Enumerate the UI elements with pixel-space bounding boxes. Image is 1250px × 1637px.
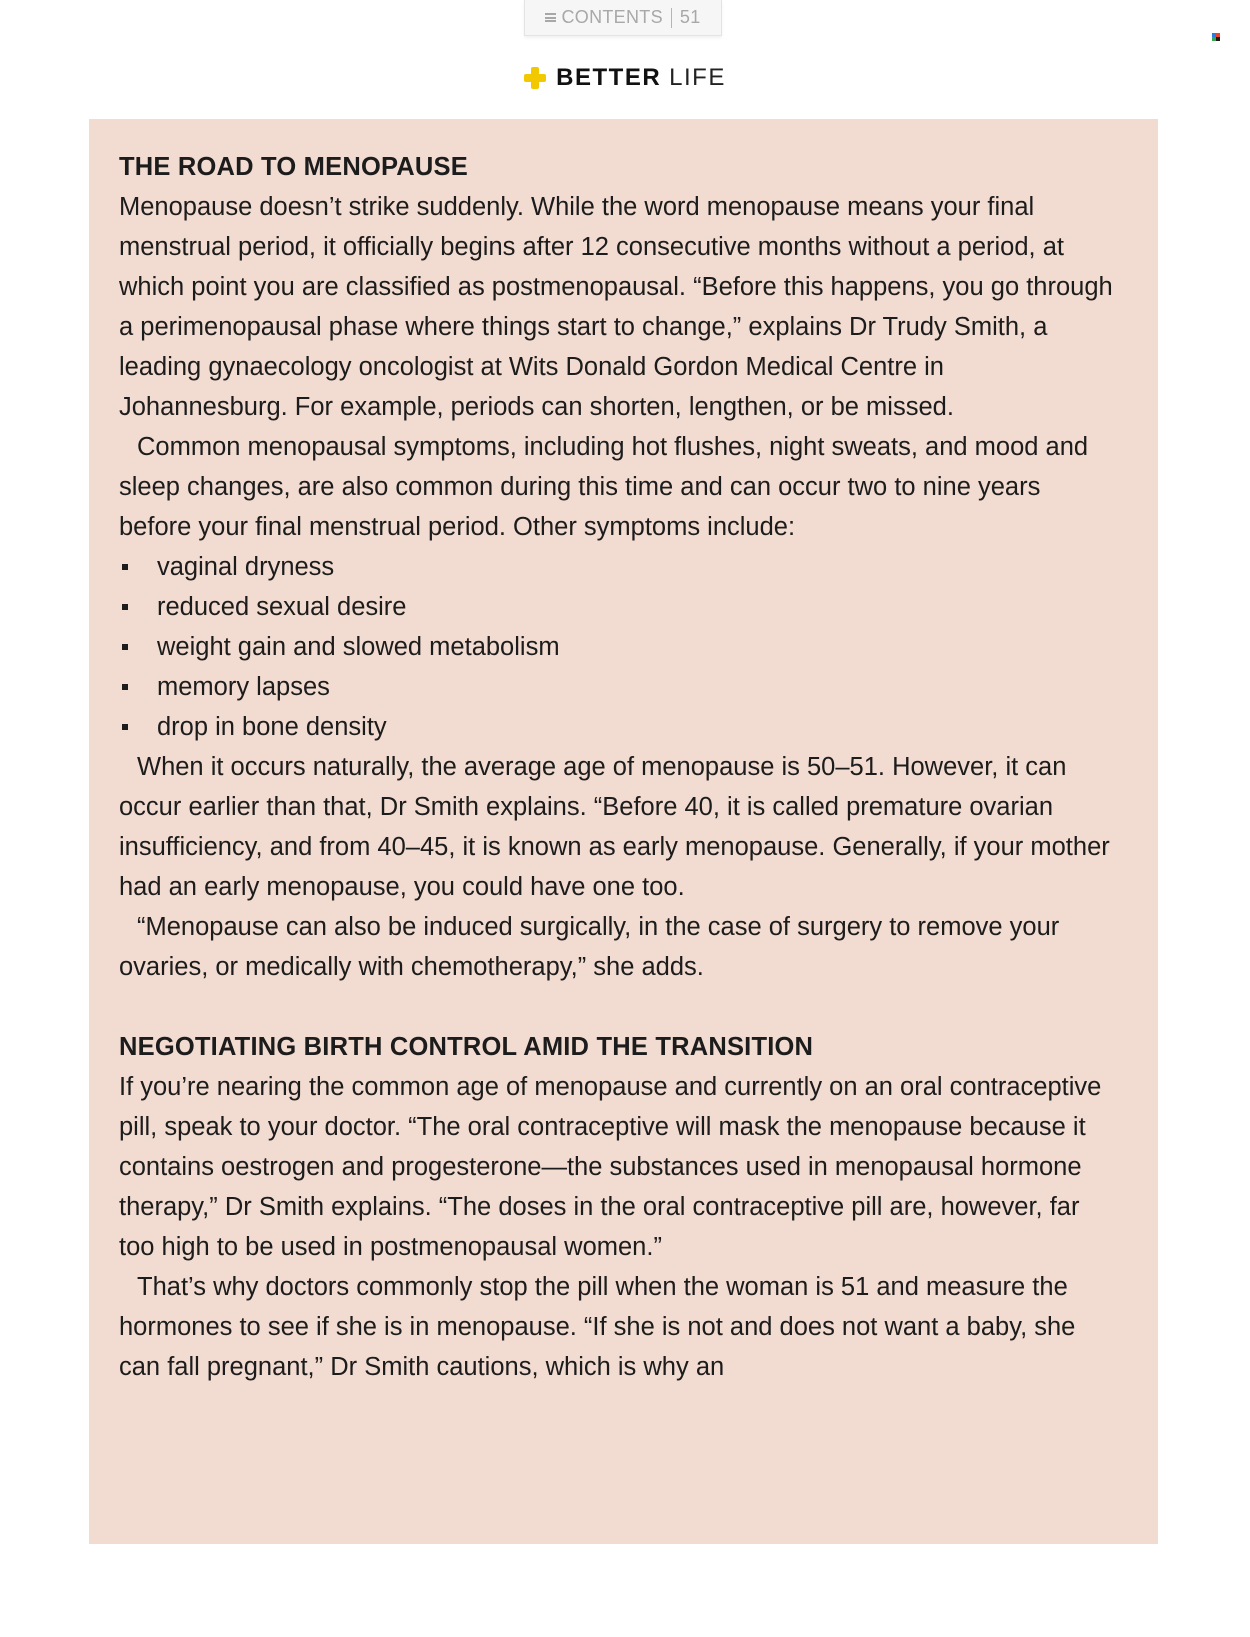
brand-light: LIFE bbox=[669, 64, 726, 91]
list-item bbox=[119, 587, 1119, 627]
paragraph: If you’re nearing the common age of menopause and currently on an oral contraceptive pill, speak to your doctor. “The oral contraceptive will mask the menopause because it contains oestrogen and progesterone—the substances used in menopausal hormone therapy,” Dr Smith explains. “The doses in the oral contraceptive pill are, however, far too high to be used in postmenopausal women.” bbox=[119, 1073, 1102, 1261]
bullet-icon bbox=[122, 724, 128, 730]
bullet-icon bbox=[122, 644, 128, 650]
list-item-text: reduced sexual desire bbox=[157, 593, 407, 621]
contents-divider bbox=[671, 8, 672, 28]
paragraph: Menopause doesn’t strike suddenly. While the word menopause means your final menstrual period, it officially begins after 12 consecutive months without a period, at which point you are classified as postmenopausal. “Before this happens, you go through a perimenopausal phase where things start to change,” explains Dr Trudy Smith, a leading gynaecology oncologist at Wits Donald Gordon Medical Centre in Johannesburg. For example, periods can shorten, lengthen, or be missed. bbox=[119, 193, 1113, 421]
paragraph: When it occurs naturally, the average age of menopause is 50–51. However, it can occur earlier than that, Dr Smith explains. “Before 40, it is called premature ovarian insufficiency, and from 40–45, it is known as early menopause. Generally, if your mother had an early menopause, you could have one too. bbox=[119, 753, 1110, 901]
article-body bbox=[119, 147, 1119, 1387]
app-logo-icon bbox=[1212, 33, 1220, 41]
bullet-icon bbox=[122, 604, 128, 610]
section-header bbox=[0, 64, 1250, 92]
brand-bold: BETTER bbox=[556, 64, 662, 91]
list-item-text: vaginal dryness bbox=[157, 553, 335, 581]
paragraph: Common menopausal symptoms, including hot flushes, night sweats, and mood and sleep changes, are also common during this time and can occur two to nine years before your final menstrual period. Other symptoms include: bbox=[119, 433, 1089, 541]
section-heading-road-to-menopause: THE ROAD TO MENOPAUSE bbox=[119, 153, 468, 181]
article-panel bbox=[89, 119, 1158, 1544]
section-heading-birth-control: NEGOTIATING BIRTH CONTROL AMID THE TRANSITION bbox=[119, 1033, 814, 1061]
list-item-text: drop in bone density bbox=[157, 713, 387, 741]
bullet-icon bbox=[122, 564, 128, 570]
list-item-text: weight gain and slowed metabolism bbox=[157, 633, 560, 661]
paragraph: “Menopause can also be induced surgically, in the case of surgery to remove your ovaries, or medically with chemotherapy,” she adds. bbox=[119, 913, 1060, 981]
list-item bbox=[119, 667, 1119, 707]
section-spacer bbox=[119, 987, 1119, 1027]
paragraph: That’s why doctors commonly stop the pill when the woman is 51 and measure the hormones to see if she is in menopause. “If she is not and does not want a baby, she can fall pregnant,” Dr Smith cautions, which is why an bbox=[119, 1273, 1076, 1381]
list-item bbox=[119, 707, 1119, 747]
bullet-icon bbox=[122, 684, 128, 690]
list-item bbox=[119, 547, 1119, 587]
contents-button[interactable] bbox=[524, 0, 722, 36]
contents-label: CONTENTS bbox=[561, 7, 663, 27]
page-number: 51 bbox=[679, 7, 701, 27]
list-item-text: memory lapses bbox=[157, 673, 330, 701]
list-item bbox=[119, 627, 1119, 667]
plus-icon bbox=[524, 67, 546, 89]
symptom-list bbox=[119, 547, 1119, 747]
menu-icon bbox=[545, 13, 556, 22]
